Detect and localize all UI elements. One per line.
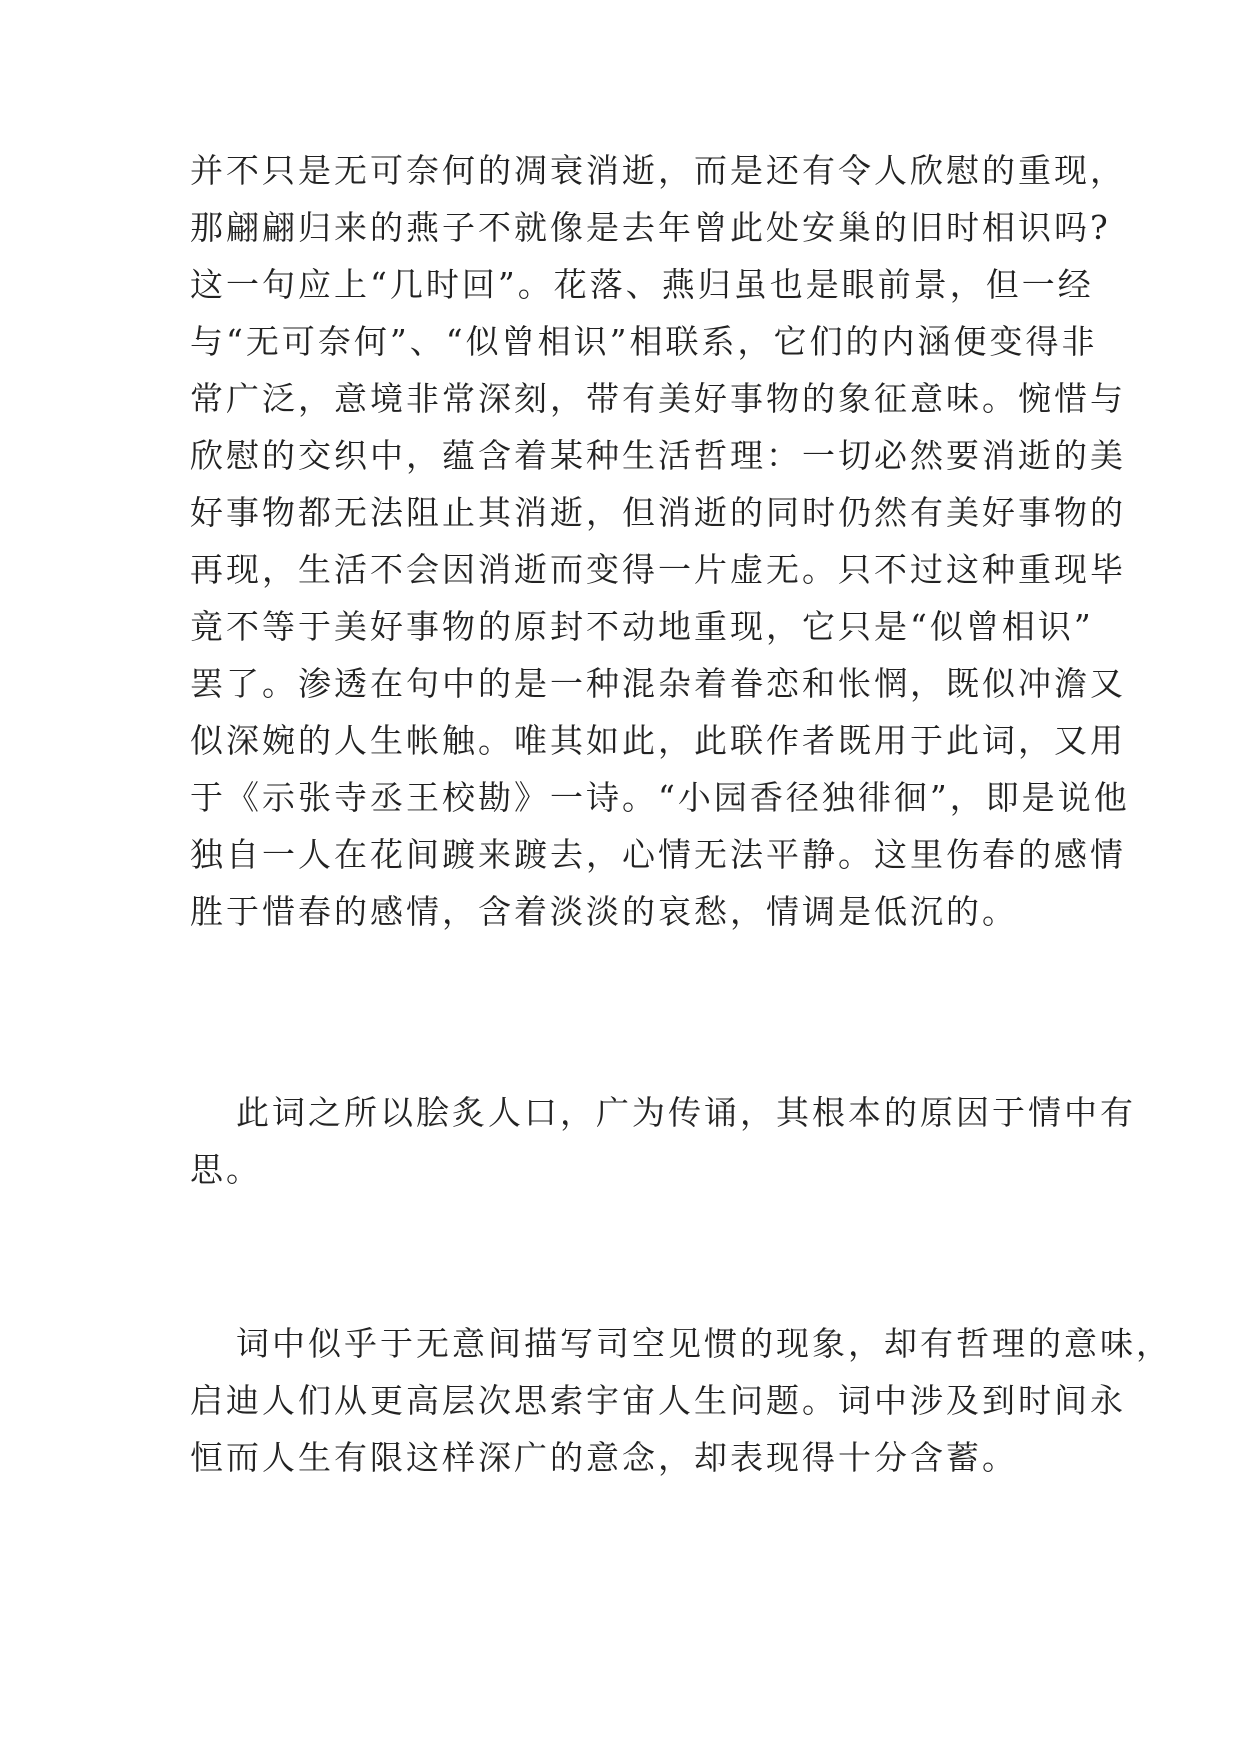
- text-line: 恒而人生有限这样深广的意念，却表现得十分含蓄。: [190, 1438, 1018, 1477]
- text-line: 于《示张寺丞王校勘》一诗。“小园香径独徘徊”，即是说他: [190, 778, 1130, 817]
- text-line: 罢了。渗透在句中的是一种混杂着眷恋和怅惘，既似冲澹又: [190, 664, 1126, 703]
- text-line: 词中似乎于无意间描写司空见惯的现象，却有哲理的意味，: [236, 1324, 1172, 1363]
- text-line: 与“无可奈何”、“似曾相识”相联系，它们的内涵便变得非: [190, 322, 1098, 361]
- text-line: 似深婉的人生帐触。唯其如此，此联作者既用于此词，又用: [190, 721, 1126, 760]
- text-line: 这一句应上“几时回”。花落、燕归虽也是眼前景，但一经: [190, 265, 1094, 304]
- text-line: 并不只是无可奈何的凋衰消逝，而是还有令人欣慰的重现，: [190, 151, 1126, 190]
- text-line: 启迪人们从更高层次思索宇宙人生问题。词中涉及到时间永: [190, 1381, 1126, 1420]
- text-line: 思。: [190, 1150, 262, 1189]
- text-line: 再现，生活不会因消逝而变得一片虚无。只不过这种重现毕: [190, 550, 1126, 589]
- text-line: 独自一人在花间踱来踱去，心情无法平静。这里伤春的感情: [190, 835, 1126, 874]
- text-line: 胜于惜春的感情，含着淡淡的哀愁，情调是低沉的。: [190, 892, 1018, 931]
- text-line: 常广泛，意境非常深刻，带有美好事物的象征意味。惋惜与: [190, 379, 1126, 418]
- text-line: 那翩翩归来的燕子不就像是去年曾此处安巢的旧时相识吗?: [190, 208, 1111, 247]
- text-line: 此词之所以脍炙人口，广为传诵，其根本的原因于情中有: [236, 1093, 1136, 1132]
- text-line: 欣慰的交织中，蕴含着某种生活哲理：一切必然要消逝的美: [190, 436, 1126, 475]
- text-line: 好事物都无法阻止其消逝，但消逝的同时仍然有美好事物的: [190, 493, 1126, 532]
- text-line: 竟不等于美好事物的原封不动地重现，它只是“似曾相识”: [190, 607, 1094, 646]
